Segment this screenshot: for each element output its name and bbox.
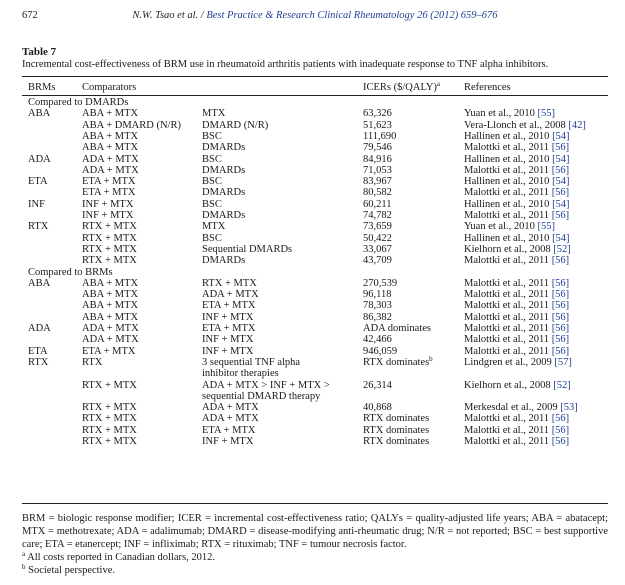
treatment-cell: INF + MTX <box>82 210 134 221</box>
treatment-cell: ABA + MTX <box>82 300 139 312</box>
reference-link[interactable]: [42] <box>568 119 586 131</box>
table-top-rule <box>22 76 608 77</box>
section-header-row <box>0 267 625 278</box>
icer-cell: RTX dominates <box>363 424 430 436</box>
brm-cell: ADA <box>28 323 51 334</box>
treatment-cell: ETA + MTX <box>82 345 136 357</box>
reference-cell: Kielhorn et al., 2008 [52] <box>464 243 571 255</box>
table-row <box>0 312 625 323</box>
treatment-cell: RTX + MTX <box>82 255 137 267</box>
icer-cell: RTX dominates$^b$ <box>363 354 433 368</box>
icer-cell: 946,059 <box>363 345 398 357</box>
running-title: N.W. Tsao et al. / Best Practice & Research Clinical Rheumatology 26 (2012) 659–676 <box>132 10 498 21</box>
comparator-cell: INF + MTX <box>202 334 254 346</box>
treatment-cell: ADA + MTX <box>82 323 139 334</box>
treatment-cell: RTX + MTX <box>82 424 137 436</box>
treatment-cell: RTX + MTX <box>82 413 137 425</box>
reference-link[interactable]: [54] <box>552 176 570 188</box>
comparator-cell: MTX <box>202 221 226 233</box>
icer-cell: 78,303 <box>363 300 392 312</box>
reference-cell: Malottki et al., 2011 [56] <box>464 323 570 334</box>
icer-cell: RTX dominates <box>363 436 430 447</box>
reference-link[interactable]: [57] <box>554 356 572 368</box>
icer-cell: ADA dominates <box>363 323 431 334</box>
icer-cell: 50,422 <box>363 232 392 244</box>
comparator-cell: BSC <box>202 198 222 210</box>
icer-cell: 74,782 <box>363 210 392 221</box>
comparator-cell: INF + MTX <box>202 311 254 323</box>
journal-link[interactable]: Best Practice & Research Clinical Rheumatology 26 (2012) 659–676 <box>206 10 498 21</box>
comparator-cell: RTX + MTX <box>202 277 257 289</box>
icer-cell: 79,546 <box>363 142 392 154</box>
column-header-comparators: Comparators <box>82 82 137 93</box>
comparator-cell: ADA + MTX <box>202 413 259 425</box>
icer-cell: 111,690 <box>363 130 397 142</box>
icer-cell: 40,868 <box>363 402 392 414</box>
reference-link[interactable]: [56] <box>551 255 570 267</box>
table-row <box>0 402 625 413</box>
treatment-cell: ADA + MTX <box>82 164 139 176</box>
reference-link[interactable]: [54] <box>552 130 570 142</box>
comparator-cell: INF + MTX <box>202 436 254 447</box>
icer-cell: 73,659 <box>363 221 392 233</box>
treatment-cell: ETA + MTX <box>82 187 136 199</box>
comparator-cell: DMARDs <box>202 187 246 199</box>
reference-link[interactable]: [56] <box>551 164 570 176</box>
header-bottom-rule <box>22 95 608 96</box>
comparator-cell: 3 sequential TNF alpha inhibitor therapies <box>202 356 301 379</box>
reference-link[interactable]: [56] <box>551 323 570 334</box>
table-row <box>0 154 625 165</box>
comparator-cell: BSC <box>202 232 222 244</box>
table-row <box>0 199 625 210</box>
table-caption: Incremental cost-effectiveness of BRM use in rheumatoid arthritis patients with inadequate response to TNF alpha inhibitors. <box>22 59 549 70</box>
reference-link[interactable]: [56] <box>551 311 570 323</box>
brm-cell: INF <box>28 198 45 210</box>
comparator-cell: ETA + MTX <box>202 424 256 436</box>
table-row <box>0 289 625 300</box>
reference-cell: Malottki et al., 2011 [56] <box>464 436 570 447</box>
table-row <box>0 354 625 380</box>
comparator-cell: DMARD (N/R) <box>202 119 269 131</box>
reference-cell: Merkesdal et al., 2009 [53] <box>464 402 578 414</box>
treatment-cell: ABA + MTX <box>82 142 139 154</box>
section-label: Compared to DMARDs <box>28 97 129 108</box>
comparator-cell: Sequential DMARDs <box>202 243 293 255</box>
table-row <box>0 244 625 255</box>
table-row <box>0 255 625 266</box>
reference-cell: Malottki et al., 2011 [56] <box>464 164 570 176</box>
reference-cell: Malottki et al., 2011 [56] <box>464 311 570 323</box>
reference-cell: Malottki et al., 2011 [56] <box>464 187 570 199</box>
comparator-cell: INF + MTX <box>202 345 254 357</box>
footnote-marker-b: b <box>429 354 433 363</box>
table-row <box>0 187 625 198</box>
table-row <box>0 221 625 232</box>
icer-cell: 63,326 <box>363 108 392 120</box>
reference-link[interactable]: [56] <box>551 187 570 199</box>
reference-cell: Hallinen et al., 2010 [54] <box>464 130 570 142</box>
treatment-cell: ADA + MTX <box>82 334 139 346</box>
section-label: Compared to BRMs <box>28 266 113 278</box>
table-bottom-rule <box>22 503 608 504</box>
table-row <box>0 380 625 403</box>
reference-link[interactable]: [56] <box>551 289 570 301</box>
column-header-icers: ICERs ($/QALY)$^a$ <box>363 80 441 93</box>
reference-cell: Malottki et al., 2011 [56] <box>464 289 570 301</box>
reference-cell: Yuan et al., 2010 [55] <box>464 221 555 233</box>
table-row <box>0 108 625 119</box>
table-label: Table 7 <box>22 46 57 58</box>
column-header-references: References <box>464 82 511 93</box>
brm-cell: ETA <box>28 345 48 357</box>
brm-cell: RTX <box>28 221 49 233</box>
table-row <box>0 278 625 289</box>
comparator-cell: DMARDs <box>202 164 246 176</box>
brm-cell: ABA <box>28 108 51 120</box>
treatment-cell: RTX + MTX <box>82 379 137 391</box>
table-row <box>0 131 625 142</box>
reference-link[interactable]: [56] <box>551 210 570 221</box>
table-row <box>0 413 625 424</box>
comparator-cell: BSC <box>202 153 222 165</box>
brm-cell: ADA <box>28 153 51 165</box>
treatment-cell: ABA + DMARD (N/R) <box>82 119 181 131</box>
comparator-cell: MTX <box>202 108 226 120</box>
reference-link[interactable]: [56] <box>551 436 570 447</box>
icer-cell: 80,582 <box>363 187 392 199</box>
treatment-cell: ADA + MTX <box>82 153 139 165</box>
reference-cell: Malottki et al., 2011 [56] <box>464 210 570 221</box>
icer-cell: 26,314 <box>363 379 392 391</box>
treatment-cell: ABA + MTX <box>82 108 139 120</box>
reference-cell: Hallinen et al., 2010 [54] <box>464 153 570 165</box>
treatment-cell: RTX + MTX <box>82 402 137 414</box>
comparator-cell: DMARDs <box>202 210 246 221</box>
reference-cell: Hallinen et al., 2010 [54] <box>464 232 570 244</box>
reference-link[interactable]: [54] <box>552 153 570 165</box>
table-row <box>0 346 625 357</box>
reference-link[interactable]: [56] <box>551 345 570 357</box>
reference-link[interactable]: [53] <box>560 402 578 414</box>
icer-cell: 84,916 <box>363 153 392 165</box>
comparator-cell: ADA + MTX <box>202 402 259 414</box>
comparator-cell: ETA + MTX <box>202 323 256 334</box>
reference-link[interactable]: [56] <box>551 300 570 312</box>
reference-cell: Malottki et al., 2011 [56] <box>464 255 570 267</box>
treatment-cell: ABA + MTX <box>82 311 139 323</box>
reference-cell: Malottki et al., 2011 [56] <box>464 424 570 436</box>
brm-cell: ETA <box>28 176 48 188</box>
comparator-cell: BSC <box>202 130 222 142</box>
comparator-cell: ADA + MTX > INF + MTX > sequential DMARD therapy <box>202 379 330 402</box>
brm-cell: RTX <box>28 356 49 368</box>
reference-cell: Malottki et al., 2011 [56] <box>464 142 570 154</box>
icer-cell: 96,118 <box>363 289 392 301</box>
treatment-cell: RTX + MTX <box>82 232 137 244</box>
icer-cell: 51,623 <box>363 119 392 131</box>
comparator-cell: DMARDs <box>202 255 246 267</box>
treatment-cell: ABA + MTX <box>82 289 139 301</box>
table-footnotes <box>22 512 608 577</box>
treatment-cell: RTX + MTX <box>82 243 137 255</box>
column-header-brms: BRMs <box>28 82 56 93</box>
table-row <box>0 334 625 345</box>
icer-cell: RTX dominates <box>363 413 430 425</box>
reference-cell: Hallinen et al., 2010 [54] <box>464 198 570 210</box>
table-row <box>0 142 625 153</box>
reference-cell: Malottki et al., 2011 [56] <box>464 334 570 346</box>
icer-cell: 33,067 <box>363 243 392 255</box>
reference-link[interactable]: [52] <box>553 243 571 255</box>
reference-link[interactable]: [56] <box>551 413 570 425</box>
table-row <box>0 120 625 131</box>
reference-link[interactable]: [52] <box>553 379 571 391</box>
reference-link[interactable]: [55] <box>537 108 555 120</box>
treatment-cell: RTX + MTX <box>82 221 137 233</box>
treatment-cell: RTX <box>82 356 103 368</box>
table-row <box>0 425 625 436</box>
treatment-cell: INF + MTX <box>82 198 134 210</box>
icer-cell: 270,539 <box>363 277 398 289</box>
reference-link[interactable]: [56] <box>551 424 570 436</box>
treatment-cell: ABA + MTX <box>82 130 139 142</box>
reference-link[interactable]: [56] <box>551 334 570 346</box>
comparator-cell: ETA + MTX <box>202 300 256 312</box>
reference-cell: Vera-Llonch et al., 2008 [42] <box>464 119 586 131</box>
table-row <box>0 300 625 311</box>
comparator-cell: DMARDs <box>202 142 246 154</box>
footnote-a: $^a$ All costs reported in Canadian dollars, 2012. <box>22 550 215 563</box>
table-row <box>0 165 625 176</box>
treatment-cell: RTX + MTX <box>82 436 137 447</box>
treatment-cell: ABA + MTX <box>82 277 139 289</box>
reference-cell: Hallinen et al., 2010 [54] <box>464 176 570 188</box>
reference-cell: Lindgren et al., 2009 [57] <box>464 356 572 368</box>
table-row <box>0 323 625 334</box>
footnote-marker-a: a <box>436 80 441 88</box>
comparator-cell: ADA + MTX <box>202 289 259 301</box>
reference-cell: Kielhorn et al., 2008 [52] <box>464 379 571 391</box>
table-row <box>0 436 625 447</box>
icer-cell: 83,967 <box>363 176 392 188</box>
icer-cell: 71,053 <box>363 164 392 176</box>
reference-link[interactable]: [54] <box>552 198 570 210</box>
brm-cell: ABA <box>28 277 51 289</box>
reference-link[interactable]: [56] <box>551 142 570 154</box>
table-row <box>0 176 625 187</box>
reference-cell: Malottki et al., 2011 [56] <box>464 345 570 357</box>
abbreviations-note: BRM = biologic response modifier; ICER = incremental cost-effectiveness ratio; QALYs = quality-adjusted life years; ABA = abatacept; MTX = methotrexate; ADA = adalimumab; DMARD = disease-modifying anti-rheumatic drug; N/R = not reported; BSC = best supportive care; ETA = etanercept; INF = infliximab; RTX = rituximab; TNF = tumour necrosis factor. <box>22 513 608 550</box>
reference-link[interactable]: [54] <box>552 232 570 244</box>
page-number: 672 <box>22 10 38 21</box>
icer-cell: 42,466 <box>363 334 392 346</box>
icer-cell: 60,211 <box>363 198 392 210</box>
footnote-b: $^b$ Societal perspective. <box>22 563 116 576</box>
table-row <box>0 210 625 221</box>
reference-cell: Malottki et al., 2011 [56] <box>464 300 570 312</box>
table-row <box>0 233 625 244</box>
icer-cell: 86,382 <box>363 311 392 323</box>
reference-link[interactable]: [55] <box>537 221 555 233</box>
treatment-cell: ETA + MTX <box>82 176 136 188</box>
reference-link[interactable]: [56] <box>551 277 570 289</box>
reference-cell: Malottki et al., 2011 [56] <box>464 413 570 425</box>
reference-cell: Malottki et al., 2011 [56] <box>464 277 570 289</box>
comparator-cell: BSC <box>202 176 222 188</box>
section-header-row <box>0 97 625 108</box>
icer-cell: 43,709 <box>363 255 392 267</box>
reference-cell: Yuan et al., 2010 [55] <box>464 108 555 120</box>
